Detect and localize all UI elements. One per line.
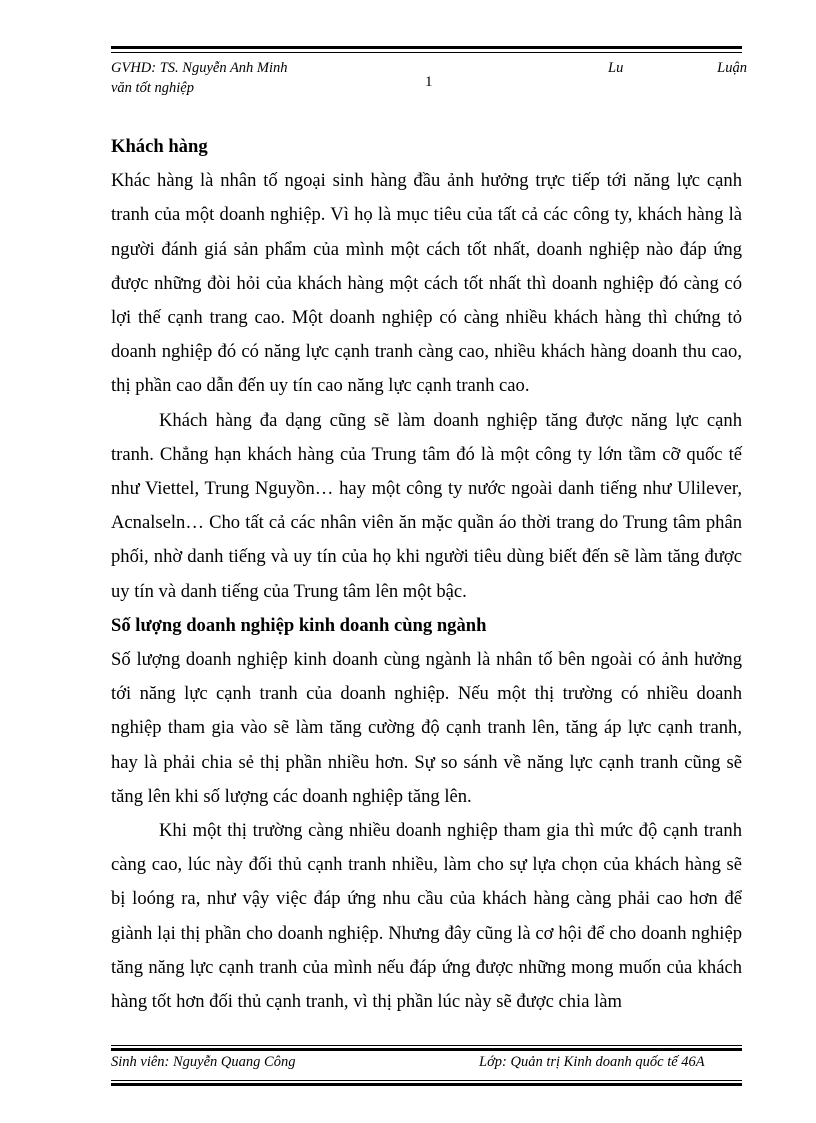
footer-rule-thin — [111, 1045, 742, 1046]
page-number: 1 — [425, 74, 433, 90]
paragraph: Khác hàng là nhân tố ngoại sinh hàng đầu ảnh hưởng trực tiếp tới năng lực cạnh tranh của một doanh nghiệp. Vì họ là mục tiêu của tất cả các công ty, khách hàng là người đánh giá sản phẩm của mình một cách tốt nhất, doanh nghiệp nào đáp ứng được những đòi hỏi của khách hàng một cách tốt nhất thì doanh nghiệp đó càng có lợi thế cạnh trang cao. Một doanh nghiệp có càng nhiều khách hàng thì chứng tỏ doanh nghiệp đó có năng lực cạnh tranh càng cao, nhiều khách hàng doanh thu cao, thị phần cao dẫn đến uy tín cao năng lực cạnh tranh cao. — [111, 170, 742, 397]
footer-class: Lớp: Quản trị Kinh doanh quốc tế 46A — [479, 1054, 705, 1070]
footer-rule-thick — [111, 1048, 742, 1051]
header-title-continued: văn tốt nghiệp — [111, 80, 194, 96]
section-heading-competitors: Số lượng doanh nghiệp kinh doanh cùng ngành — [111, 614, 487, 636]
header-rule-thin — [111, 52, 742, 53]
paragraph: Khi một thị trường càng nhiều doanh nghiệp tham gia thì mức độ cạnh tranh càng cao, lúc này đối thủ cạnh tranh nhiều, làm cho sự lựa chọn của khách hàng sẽ bị loóng ra, như vậy việc đáp ứng nhu cầu của khách hàng càng phải cao hơn để giành lại thị phần cho doanh nghiệp. Nhưng đây cũng là cơ hội để cho doanh nghiệp tăng năng lực cạnh tranh của mình nếu đáp ứng được những mong muốn của khách hàng tốt hơn đối thủ cạnh tranh, vì thị phần lúc này sẽ được chia làm — [111, 820, 742, 1013]
header-rule-thick — [111, 46, 742, 49]
document-body — [111, 130, 742, 1019]
footer-student: Sinh viên: Nguyễn Quang Công — [111, 1054, 296, 1070]
footer-rule-thin-bottom — [111, 1080, 742, 1081]
header-title-start: Luận — [717, 60, 747, 76]
section-heading-customers: Khách hàng — [111, 136, 208, 157]
header-advisor: GVHD: TS. Nguyễn Anh Minh — [111, 60, 288, 76]
paragraph: Khách hàng đa dạng cũng sẽ làm doanh nghiệp tăng được năng lực cạnh tranh. Chẳng hạn khách hàng của Trung tâm đó là một công ty lớn tầm cỡ quốc tế như Viettel, Trung Nguyồn… hay một công ty nước ngoài danh tiếng như Ulilever, Acnalseln… Cho tất cả các nhân viên ăn mặc quần áo thời trang do Trung tâm phân phối, nhờ danh tiếng và uy tín của họ khi người tiêu dùng biết đến sẽ làm tăng được uy tín và danh tiếng của Trung tâm lên một bậc. — [111, 409, 742, 602]
page-header — [111, 60, 747, 100]
paragraph: Số lượng doanh nghiệp kinh doanh cùng ngành là nhân tố bên ngoài có ảnh hưởng tới năng lực cạnh tranh của doanh nghiệp. Nếu một thị trường có nhiều doanh nghiệp tham gia vào sẽ làm tăng cường độ cạnh tranh lên, tăng áp lực cạnh tranh, hay là phải chia sẻ thị phần nhiều hơn. Sự so sánh về năng lực cạnh tranh cũng sẽ tăng lên khi số lượng các doanh nghiệp tăng lên. — [111, 649, 742, 807]
header-title-fragment: Lu — [608, 60, 624, 76]
footer-rule-thick-bottom — [111, 1083, 742, 1086]
